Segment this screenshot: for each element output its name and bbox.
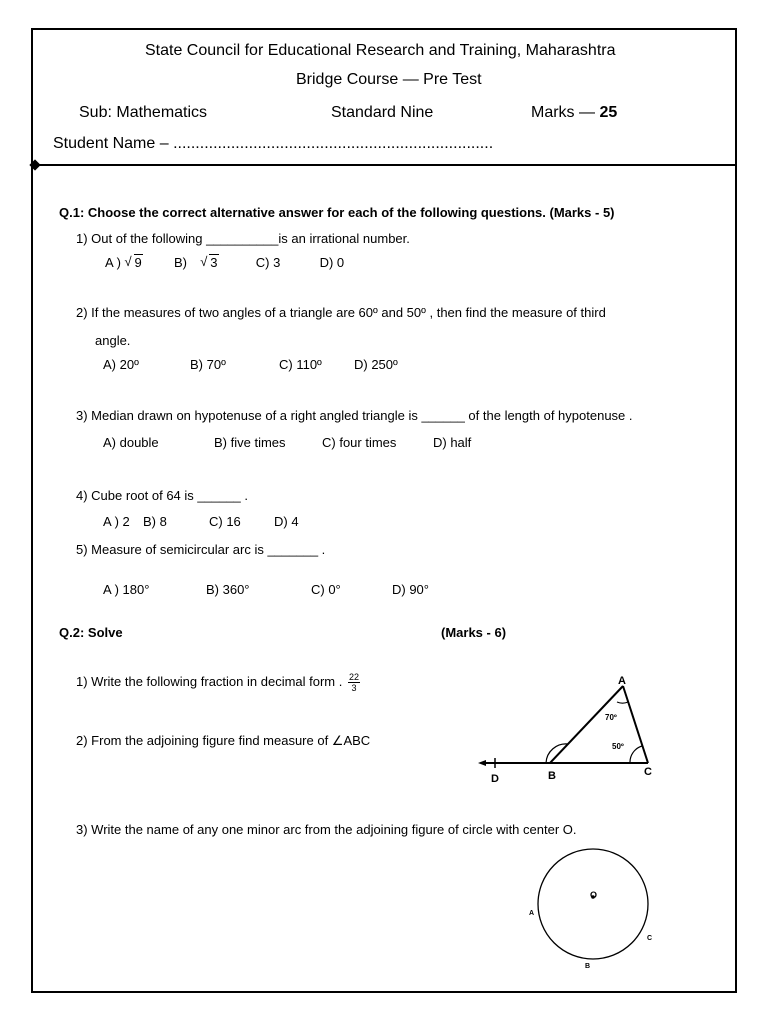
side-ba [550, 686, 623, 763]
q1-5-opt-d: D) 90° [392, 582, 429, 597]
q1-4-opt-c: C) 16 [209, 514, 241, 529]
fraction-numerator: 22 [349, 672, 360, 682]
q1-3-opt-d: D) half [433, 435, 472, 450]
label-c: C [644, 766, 652, 778]
q1-item-5: 5) Measure of semicircular arc is _______ . [76, 542, 326, 557]
header-divider [33, 164, 737, 166]
standard-label: Standard Nine [331, 104, 434, 121]
fraction-denominator: 3 [351, 683, 357, 693]
q1-item-2-line1: 2) If the measures of two angles of a triangle are 60º and 50º , then find the measure of third [76, 305, 606, 320]
q1-item-2-line2: angle. [95, 333, 131, 348]
sqrt-3-radicand: 3 [210, 255, 218, 270]
fraction [348, 672, 360, 693]
q1-heading: Q.1: Choose the correct alternative answer for each of the following questions. (Marks - 5) [59, 205, 615, 220]
q1-5-opt-a: A ) 180° [103, 582, 150, 597]
q2-item-1-text: 1) Write the following fraction in decimal form . [76, 673, 343, 689]
q1-4-opt-d: D) 4 [274, 514, 299, 529]
sqrt-9 [125, 255, 143, 270]
triangle-figure [470, 672, 680, 787]
student-name-line: Student Name – ........................................................................ [53, 135, 494, 152]
angle-c-arc [630, 746, 642, 763]
side-ac [623, 686, 648, 763]
q1-4-opt-b: B) 8 [143, 514, 167, 529]
q1-5-opt-c: C) 0° [311, 582, 341, 597]
q2-heading: Q.2: Solve [59, 625, 123, 640]
sqrt-3 [200, 255, 218, 270]
q2-marks: (Marks - 6) [441, 625, 507, 640]
q1-2-opt-c: C) 110º [279, 357, 322, 372]
q1-3-opt-a: A) double [103, 435, 159, 450]
course-title: Bridge Course — Pre Test [296, 71, 482, 88]
label-o: O [590, 890, 598, 900]
q1-2-opt-a: A) 20º [103, 357, 139, 372]
label-d: D [491, 773, 499, 785]
angle-c-value: 50º [612, 742, 624, 751]
q1-3-opt-c: C) four times [322, 435, 397, 450]
q1-item-1-options [105, 255, 344, 270]
q1-3-opt-b: B) five times [214, 435, 286, 450]
q1-4-opt-a: A ) 2 [103, 514, 130, 529]
q1-item-1: 1) Out of the following __________is an irrational number. [76, 231, 410, 246]
q1-item-3: 3) Median drawn on hypotenuse of a right angled triangle is ______ of the length of hypotenuse . [76, 408, 633, 423]
q1-1-opt-a-prefix: A ) [105, 255, 121, 270]
angle-a-arc [617, 702, 628, 703]
q2-item-3: 3) Write the name of any one minor arc from the adjoining figure of circle with center O. [76, 822, 577, 837]
q2-item-2: 2) From the adjoining figure find measure of ∠ABC [76, 733, 371, 748]
subject-label: Sub: Mathematics [79, 104, 208, 121]
q1-2-opt-b: B) 70º [190, 357, 226, 372]
circle-figure [520, 840, 670, 970]
q1-2-opt-d: D) 250º [354, 357, 398, 372]
q1-item-4: 4) Cube root of 64 is ______ . [76, 488, 249, 503]
q2-item-1 [76, 672, 360, 693]
q1-1-opt-d: D) 0 [319, 255, 345, 270]
marks-label [531, 104, 617, 122]
marks-label-text: Marks — [531, 104, 600, 121]
circle [538, 849, 648, 959]
council-title: State Council for Educational Research and Training, Maharashtra [145, 42, 616, 59]
angle-a-value: 70º [605, 713, 617, 722]
label-b: B [548, 770, 556, 782]
ray-arrow-head [478, 760, 486, 766]
label-circle-b: B [585, 963, 591, 970]
q1-1-opt-c: C) 3 [255, 255, 281, 270]
q1-5-opt-b: B) 360° [206, 582, 250, 597]
marks-value: 25 [599, 104, 618, 121]
sqrt-9-radicand: 9 [134, 255, 142, 270]
label-a: A [618, 675, 626, 687]
q1-1-opt-b-prefix: B) [174, 255, 188, 270]
label-circle-c: C [647, 935, 653, 942]
label-circle-a: A [529, 910, 535, 917]
